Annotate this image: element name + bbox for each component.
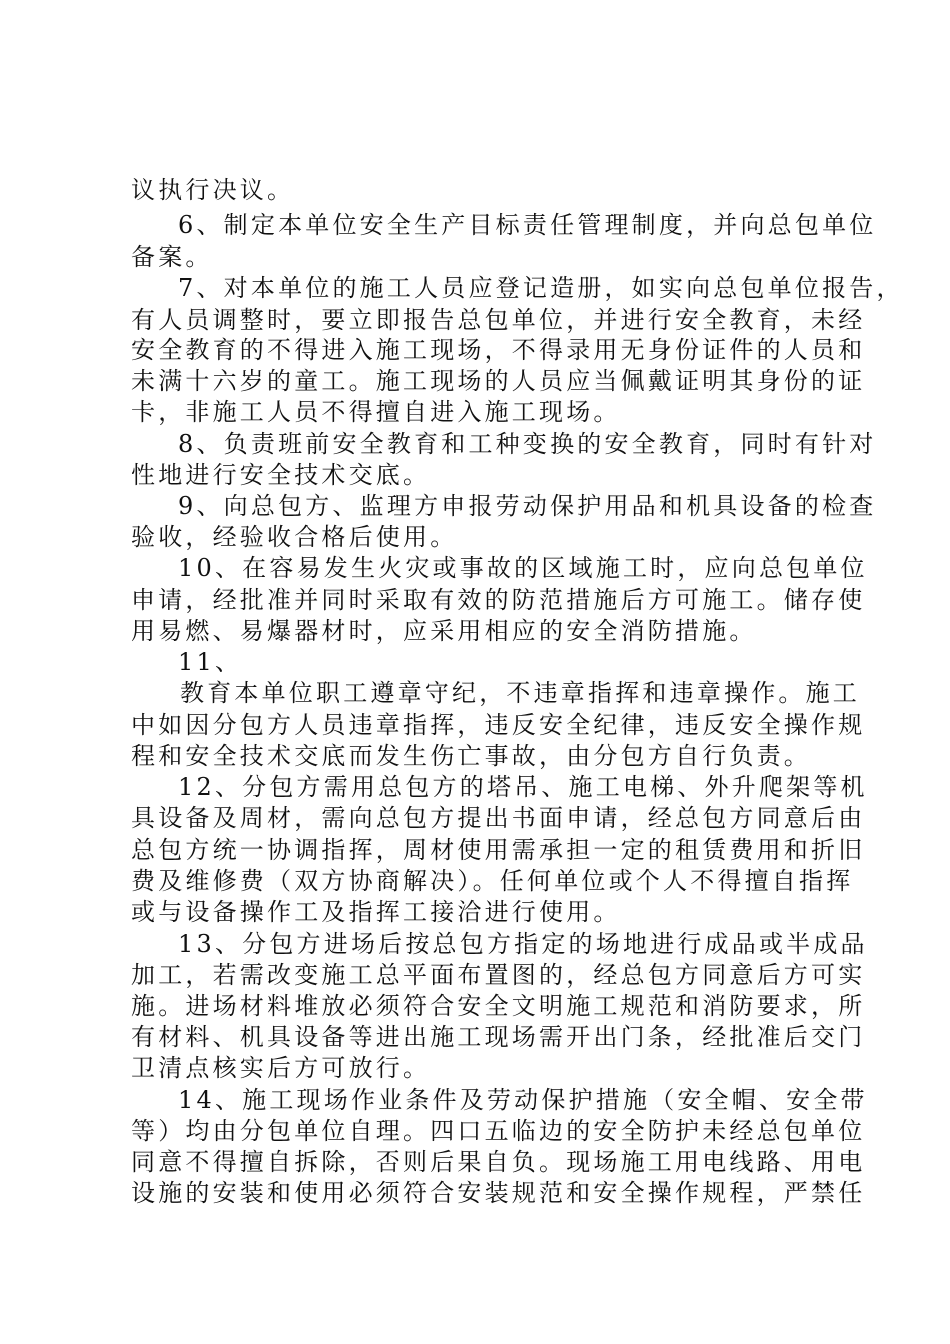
text-line: 教育本单位职工遵章守纪，不违章指挥和违章操作。施工 <box>180 679 860 707</box>
text-line: 14、施工现场作业条件及劳动保护措施（安全帽、安全带 <box>178 1086 868 1114</box>
text-line: 费及维修费（双方协商解决）。任何单位或个人不得擅自指挥 <box>131 867 854 895</box>
text-line: 7、对本单位的施工人员应登记造册，如实向总包单位报告， <box>178 274 904 302</box>
text-line: 程和安全技术交底而发生伤亡事故，由分包方自行负责。 <box>131 742 811 770</box>
text-line: 未满十六岁的童工。施工现场的人员应当佩戴证明其身份的证 <box>131 367 866 395</box>
text-line: 施。进场材料堆放必须符合安全文明施工规范和消防要求，所 <box>131 992 866 1020</box>
text-line: 具设备及周材，需向总包方提出书面申请，经总包方同意后由 <box>131 804 866 832</box>
text-line: 12、分包方需用总包方的塔吊、施工电梯、外升爬架等机 <box>178 773 868 801</box>
text-line: 备案。 <box>131 243 213 271</box>
text-line: 有人员调整时，要立即报告总包单位，并进行安全教育，未经 <box>131 306 866 334</box>
text-line: 等）均由分包单位自理。四口五临边的安全防护未经总包单位 <box>131 1117 866 1145</box>
text-line: 8、负责班前安全教育和工种变换的安全教育，同时有针对 <box>178 430 877 458</box>
text-line: 设施的安装和使用必须符合安装规范和安全操作规程，严禁任 <box>131 1179 866 1207</box>
text-line: 同意不得擅自拆除，否则后果自负。现场施工用电线路、用电 <box>131 1148 866 1176</box>
text-line: 6、制定本单位安全生产目标责任管理制度，并向总包单位 <box>178 211 877 239</box>
text-line: 13、分包方进场后按总包方指定的场地进行成品或半成品 <box>178 930 868 958</box>
text-line: 性地进行安全技术交底。 <box>131 461 431 489</box>
text-line: 卡，非施工人员不得擅自进入施工现场。 <box>131 398 621 426</box>
text-line: 安全教育的不得进入施工现场，不得录用无身份证件的人员和 <box>131 336 866 364</box>
text-line: 或与设备操作工及指挥工接洽进行使用。 <box>131 898 621 926</box>
text-line: 卫清点核实后方可放行。 <box>131 1054 431 1082</box>
text-line: 加工，若需改变施工总平面布置图的，经总包方同意后方可实 <box>131 961 866 989</box>
text-line: 议执行决议。 <box>131 176 295 204</box>
text-line: 用易燃、易爆器材时，应采用相应的安全消防措施。 <box>131 617 757 645</box>
text-line: 中如因分包方人员违章指挥，违反安全纪律，违反安全操作规 <box>131 711 866 739</box>
text-line: 有材料、机具设备等进出施工现场需开出门条，经批准后交门 <box>131 1023 866 1051</box>
text-line: 9、向总包方、监理方申报劳动保护用品和机具设备的检查 <box>178 492 877 520</box>
text-line: 验收，经验收合格后使用。 <box>131 523 458 551</box>
text-line: 总包方统一协调指挥，周材使用需承担一定的租赁费用和折旧 <box>131 836 866 864</box>
text-line: 10、在容易发生火灾或事故的区域施工时，应向总包单位 <box>178 554 868 582</box>
text-line: 申请，经批准并同时采取有效的防范措施后方可施工。储存使 <box>131 586 866 614</box>
text-line: 11、 <box>178 648 243 676</box>
